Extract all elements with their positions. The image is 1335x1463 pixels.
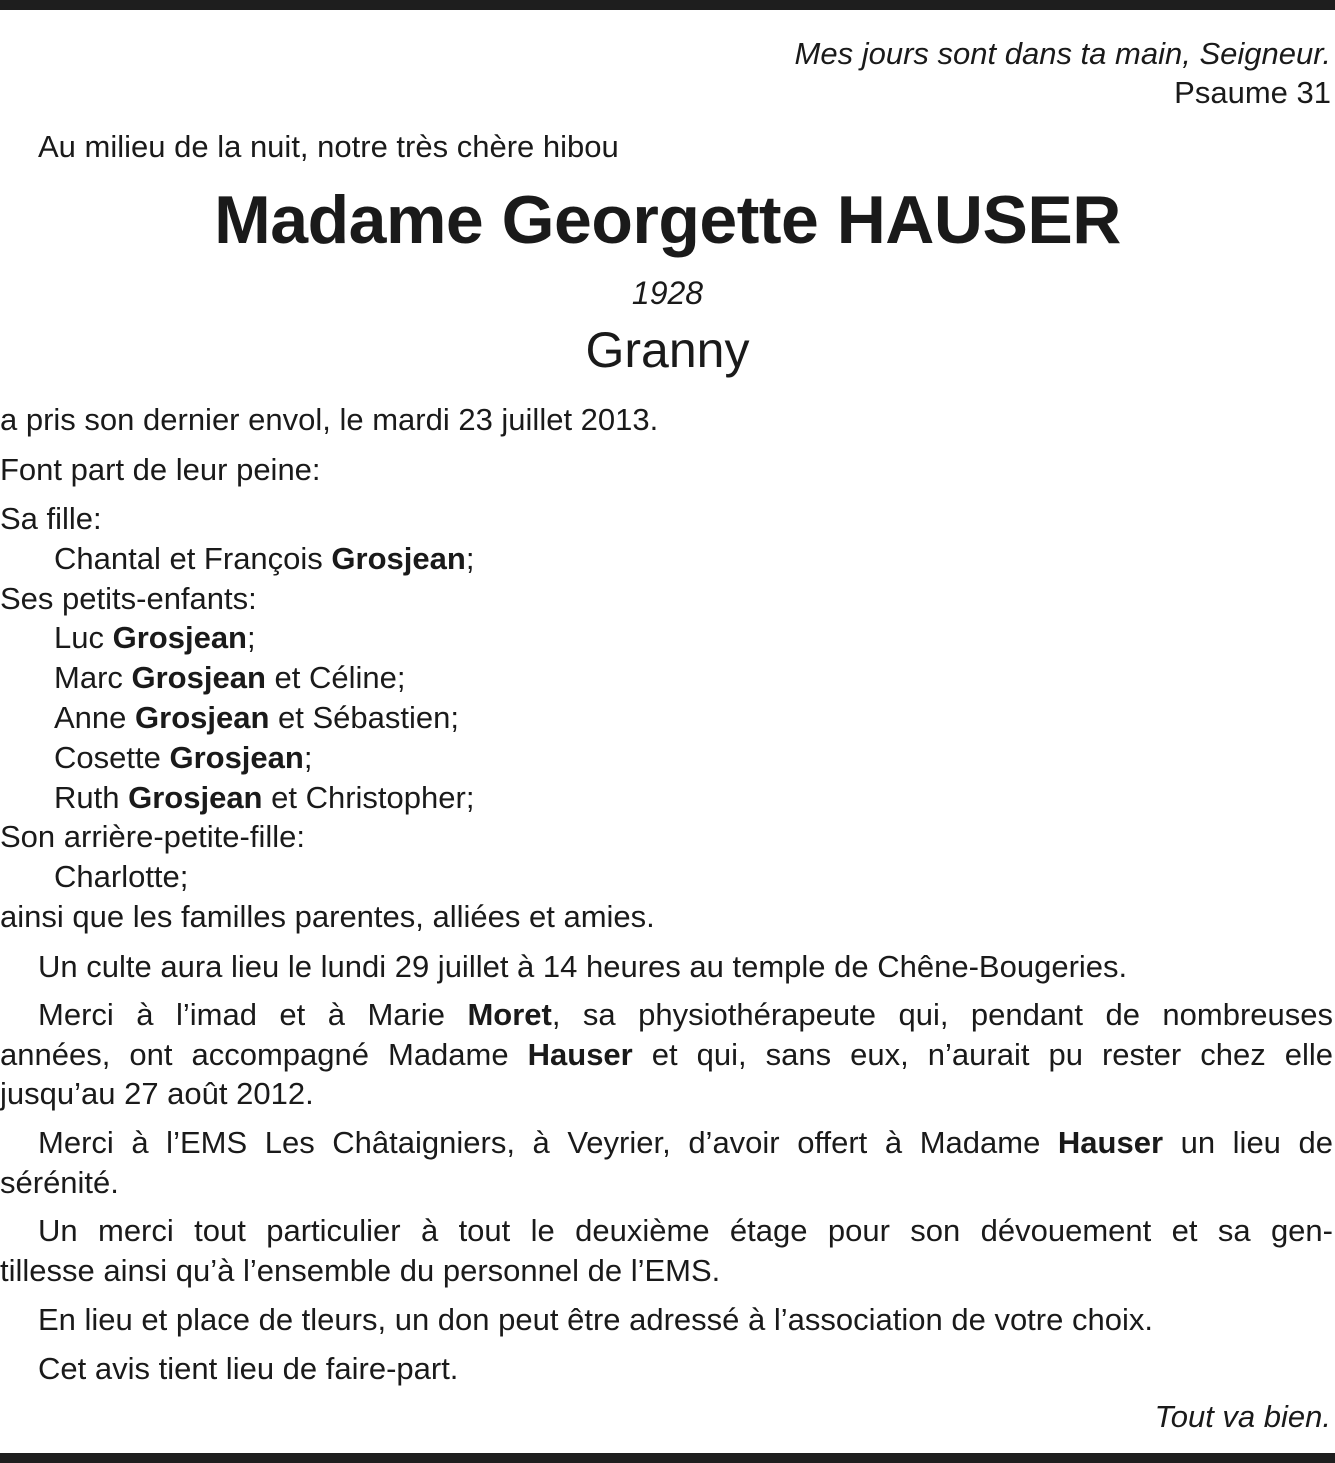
service-line: Un culte aura lieu le lundi 29 juillet à 14 heures au temple de Chêne-Bougeries. <box>38 949 1128 984</box>
bottom-rule <box>0 1453 1335 1463</box>
grandchild-line: Ruth Grosjean et Christopher; <box>54 780 475 815</box>
death-line: a pris son dernier envol, le mardi 23 juillet 2013. <box>0 402 659 437</box>
grandchild-line: Cosette Grosjean; <box>54 740 313 775</box>
grandchildren-heading: Ses petits-enfants: <box>0 581 257 616</box>
closing-line: Tout va bien. <box>1154 1399 1331 1434</box>
deceased-nickname: Granny <box>585 322 750 378</box>
top-rule <box>0 0 1335 10</box>
thanks-ems-line-2: sérénité. <box>0 1165 119 1200</box>
grandchild-line: Anne Grosjean et Sébastien; <box>54 700 459 735</box>
thanks-floor-line-1: Un merci tout particulier à tout le deuxième étage pour son dévouement et sa gen- <box>38 1213 1333 1248</box>
notice-line: Cet avis tient lieu de faire-part. <box>38 1351 459 1386</box>
thanks-imad-line-1: Merci à l’imad et à Marie Moret, sa physiothérapeute qui, pendant de nombreuses <box>38 997 1334 1032</box>
intro-line: Au milieu de la nuit, notre très chère hibou <box>38 129 619 164</box>
mourners-intro: Font part de leur peine: <box>0 452 321 487</box>
epigraph-quote: Mes jours sont dans ta main, Seigneur. <box>794 36 1331 71</box>
daughter-line: Chantal et François Grosjean; <box>54 541 475 576</box>
deceased-year: 1928 <box>631 275 704 311</box>
thanks-ems-line-1: Merci à l’EMS Les Châtaigniers, à Veyrier, d’avoir offert à Madame Hauser un lieu de <box>38 1125 1333 1160</box>
grandchild-line: Marc Grosjean et Céline; <box>54 660 406 695</box>
thanks-imad-line-3: jusqu’au 27 août 2012. <box>0 1076 314 1111</box>
great-granddaughter-line: Charlotte; <box>54 859 189 894</box>
deceased-name: Madame Georgette HAUSER <box>214 182 1121 258</box>
daughter-heading: Sa fille: <box>0 501 102 536</box>
thanks-imad-line-2: années, ont accompagné Madame Hauser et qui, sans eux, n’aurait pu rester chez elle <box>0 1037 1333 1072</box>
donation-line: En lieu et place de tleurs, un don peut être adressé à l’association de votre choix. <box>38 1302 1153 1337</box>
families-line: ainsi que les familles parentes, alliées et amies. <box>0 899 655 934</box>
grandchild-line: Luc Grosjean; <box>54 620 256 655</box>
thanks-floor-line-2: tillesse ainsi qu’à l’ensemble du personnel de l’EMS. <box>0 1253 721 1288</box>
great-granddaughter-heading: Son arrière-petite-fille: <box>0 819 305 854</box>
epigraph-source: Psaume 31 <box>1174 75 1331 110</box>
